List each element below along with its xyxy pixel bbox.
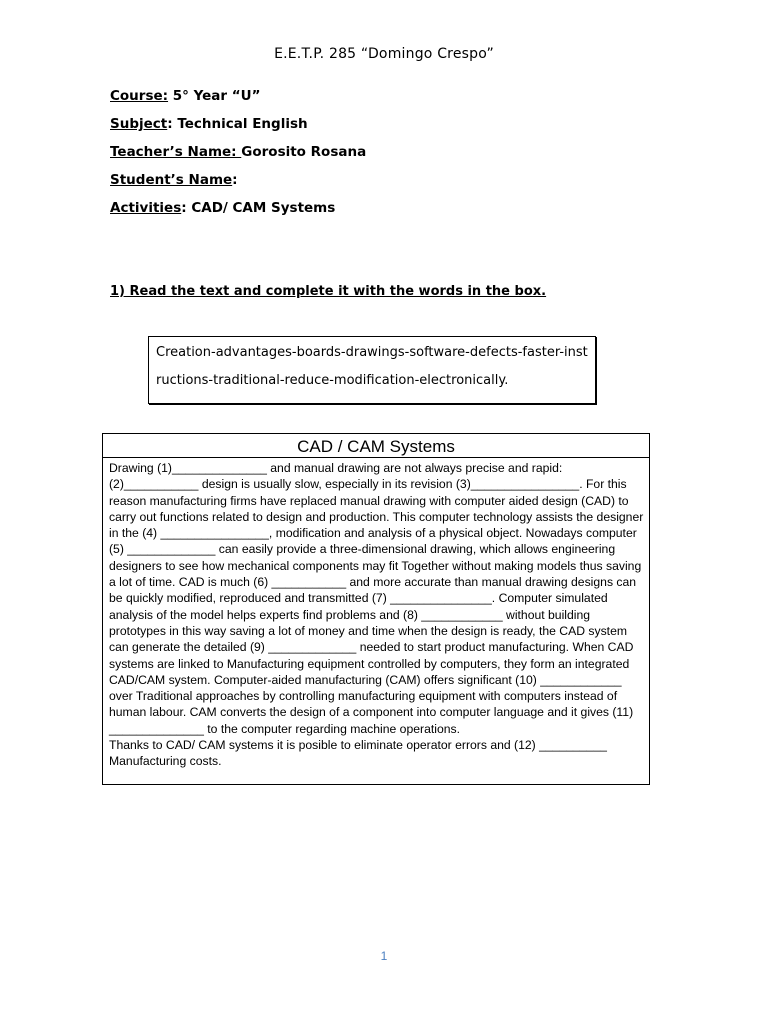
subject-value: : Technical English — [167, 116, 308, 132]
student-line — [110, 172, 238, 188]
student-value: : — [232, 172, 238, 188]
word-box — [148, 336, 596, 404]
student-label: Student’s Name — [110, 172, 233, 188]
article-body — [103, 458, 649, 770]
subject-label: Subject — [110, 116, 168, 132]
course-value: 5° Year “U” — [168, 88, 261, 104]
article-paragraph: Drawing (1)______________ and manual drawing are not always precise and rapid: (2)___________ design is usually slow, especially in its revision (3)________________. For this reason manufacturing firms have replaced manual drawing with computer aided design (CAD) to carry out functions related to design and production. This computer technology assists the designer in the (4) ________________, modification and analysis of a physical object. Nowadays computer (5) _____________ can easily provide a three-dimensional drawing, which allows engineering designers to see how mechanical components may fit Together without making models thus saving a lot of time. CAD is much (6) ___________ and more accurate than manual drawing designs can be quickly modified, reproduced and transmitted (7) _______________. Computer simulated analysis of the model helps experts find problems and (8) ____________ without building prototypes in this way saving a lot of money and time when the design is ready, the CAD system can generate the detailed (9) _____________ needed to start product manufacturing. When CAD systems are linked to Manufacturing equipment controlled by computers, they form an integrated CAD/CAM system. Computer-aided manufacturing (CAM) offers significant (10) ____________ over Traditional approaches by controlling manufacturing equipment with computers instead of human labour. CAM converts the design of a component into computer language and it gives (11) ______________ to the computer regarding machine operations. — [109, 461, 644, 736]
page-number: 1 — [380, 949, 388, 963]
course-line — [110, 88, 260, 104]
activities-line — [110, 200, 335, 216]
teacher-line — [110, 144, 366, 160]
word-box-text: Creation-advantages-boards-drawings-software-defects-faster-instructions-traditional-reduce-modification-electronically. — [156, 345, 588, 388]
school-name: E.E.T.P. 285 “Domingo Crespo” — [274, 46, 494, 62]
subject-line — [110, 116, 308, 132]
teacher-label: Teacher’s Name: — [110, 144, 242, 160]
article-paragraph: Thanks to CAD/ CAM systems it is posible to eliminate operator errors and (12) __________ Manufacturing costs. — [109, 738, 607, 769]
teacher-value: Gorosito Rosana — [241, 144, 367, 160]
activities-value: : CAD/ CAM Systems — [181, 200, 336, 216]
course-label: Course: — [110, 88, 169, 104]
exercise-instruction: 1) Read the text and complete it with the words in the box. — [110, 284, 547, 299]
article-title: CAD / CAM Systems — [103, 434, 649, 458]
article-box — [102, 433, 650, 785]
activities-label: Activities — [110, 200, 182, 216]
